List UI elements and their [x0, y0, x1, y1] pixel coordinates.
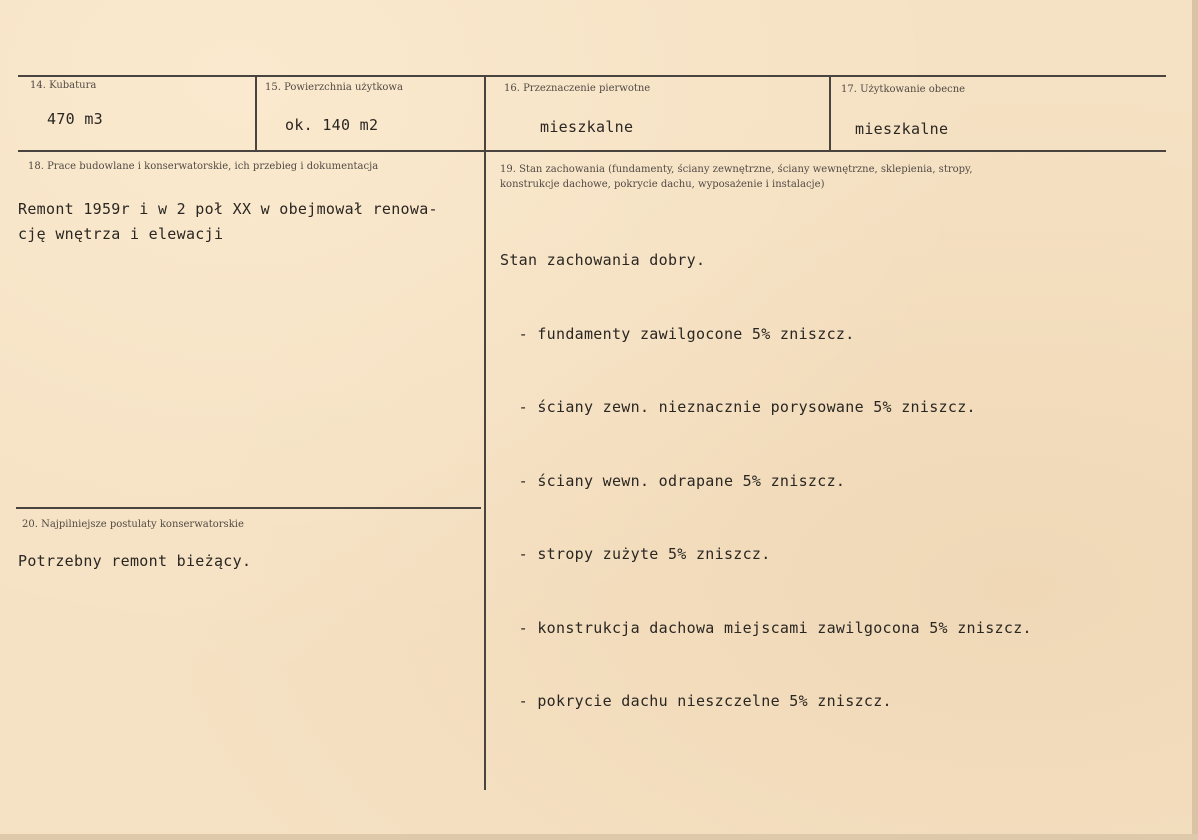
stan-line: - ściany zewn. nieznacznie porysowane 5% zniszcz. — [500, 398, 976, 416]
field-value-prace — [18, 197, 438, 246]
stan-line: - fundamenty zawilgocone 5% zniszcz. — [500, 324, 855, 343]
top-rule — [18, 75, 1166, 77]
field-label-kubatura: 14. Kubatura — [30, 80, 97, 91]
field-value-uzytkowanie: mieszkalne — [855, 120, 949, 138]
prace-line: Remont 1959r i w 2 poł XX w obejmował renowa- — [18, 200, 438, 218]
section-divider-18-20 — [16, 507, 481, 509]
card-edge-bottom — [0, 834, 1198, 840]
stan-line: - konstrukcja dachowa miejscami zawilgocona 5% zniszcz. — [500, 618, 1032, 637]
field-label-postulaty: 20. Najpilniejsze postulaty konserwatorskie — [22, 519, 244, 530]
field-value-kubatura: 470 m3 — [47, 110, 103, 128]
field-label-przeznaczenie: 16. Przeznaczenie pierwotne — [504, 83, 651, 94]
field-value-powierzchnia: ok. 140 m2 — [285, 116, 379, 134]
field-label-stan-line2: konstrukcje dachowe, pokrycie dachu, wyposażenie i instalacje) — [500, 179, 825, 190]
stan-line: Stan zachowania dobry. — [500, 251, 706, 269]
field-label-prace: 18. Prace budowlane i konserwatorskie, ich przebieg i dokumentacja — [28, 161, 379, 172]
prace-line: cję wnętrza i elewacji — [18, 224, 224, 243]
field-label-powierzchnia: 15. Powierzchnia użytkowa — [265, 82, 403, 93]
row-divider-1 — [18, 150, 1166, 152]
column-divider-15-16 — [484, 75, 486, 790]
stan-line: - stropy zużyte 5% zniszcz. — [500, 545, 771, 563]
column-divider-16-17 — [829, 75, 831, 150]
column-divider-14-15 — [255, 75, 257, 150]
card-edge-right — [1192, 0, 1198, 840]
field-value-stan — [500, 199, 1032, 763]
field-value-postulaty: Potrzebny remont bieżący. — [18, 552, 252, 570]
stan-line: - ściany wewn. odrapane 5% zniszcz. — [500, 471, 846, 490]
field-label-uzytkowanie: 17. Użytkowanie obecne — [841, 84, 966, 95]
field-value-przeznaczenie: mieszkalne — [540, 118, 634, 136]
stan-line: - pokrycie dachu nieszczelne 5% zniszcz. — [500, 692, 892, 710]
field-label-stan-line1: 19. Stan zachowania (fundamenty, ściany zewnętrzne, ściany wewnętrzne, sklepienia, stropy, — [500, 164, 973, 175]
